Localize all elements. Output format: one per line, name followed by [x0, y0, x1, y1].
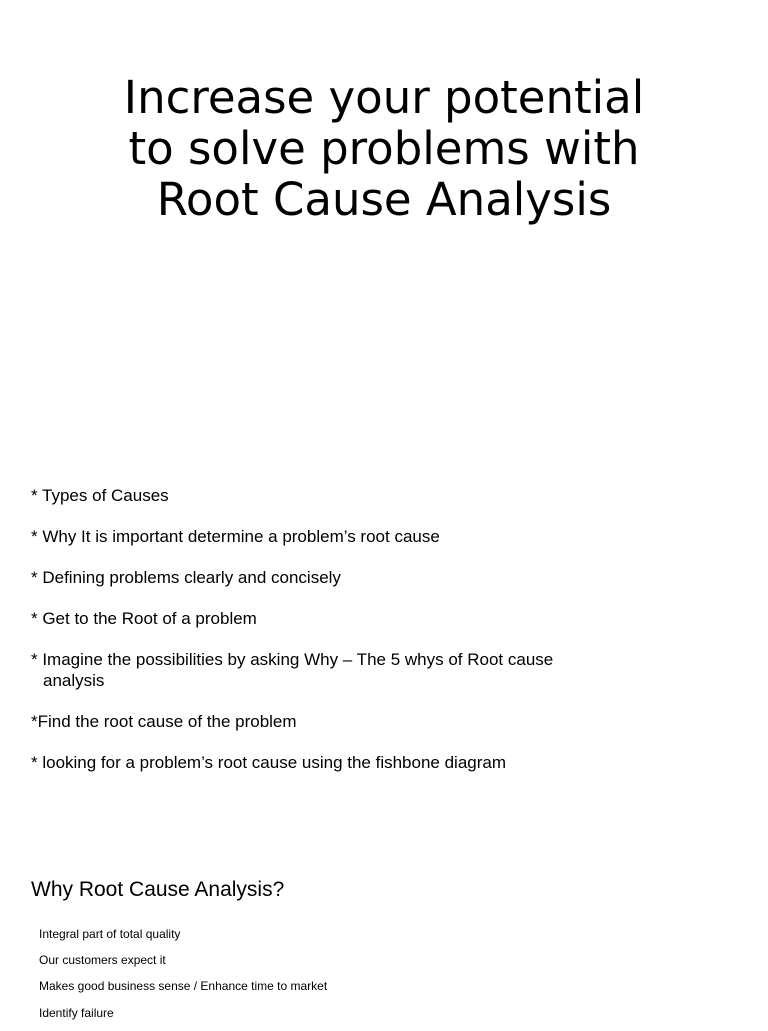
- section-heading: Why Root Cause Analysis?: [31, 878, 285, 901]
- reasons-list: [39, 926, 327, 1031]
- title-line-3: Root Cause Analysis: [156, 173, 612, 226]
- reason-item: Identify failure: [39, 1005, 114, 1020]
- agenda-item: * Why It is important determine a problem’s root cause: [31, 527, 440, 546]
- agenda-item: * Defining problems clearly and concisely: [31, 568, 341, 587]
- reason-item: Integral part of total quality: [39, 927, 181, 941]
- title-line-1: Increase your potential: [123, 71, 645, 124]
- title-line-2: to solve problems with: [128, 122, 640, 175]
- page-title: [0, 72, 768, 225]
- agenda-list: [31, 486, 611, 794]
- reason-item: Our customers expect it: [39, 953, 166, 968]
- reason-item: Makes good business sense / Enhance time to market: [39, 979, 328, 994]
- agenda-item: * Imagine the possibilities by asking Why – The 5 whys of Root cause analysis: [31, 650, 554, 690]
- agenda-item: * looking for a problem’s root cause using the fishbone diagram: [31, 752, 507, 772]
- agenda-item: * Types of Causes: [31, 486, 169, 505]
- agenda-item: * Get to the Root of a problem: [31, 609, 257, 628]
- agenda-item: *Find the root cause of the problem: [31, 711, 297, 731]
